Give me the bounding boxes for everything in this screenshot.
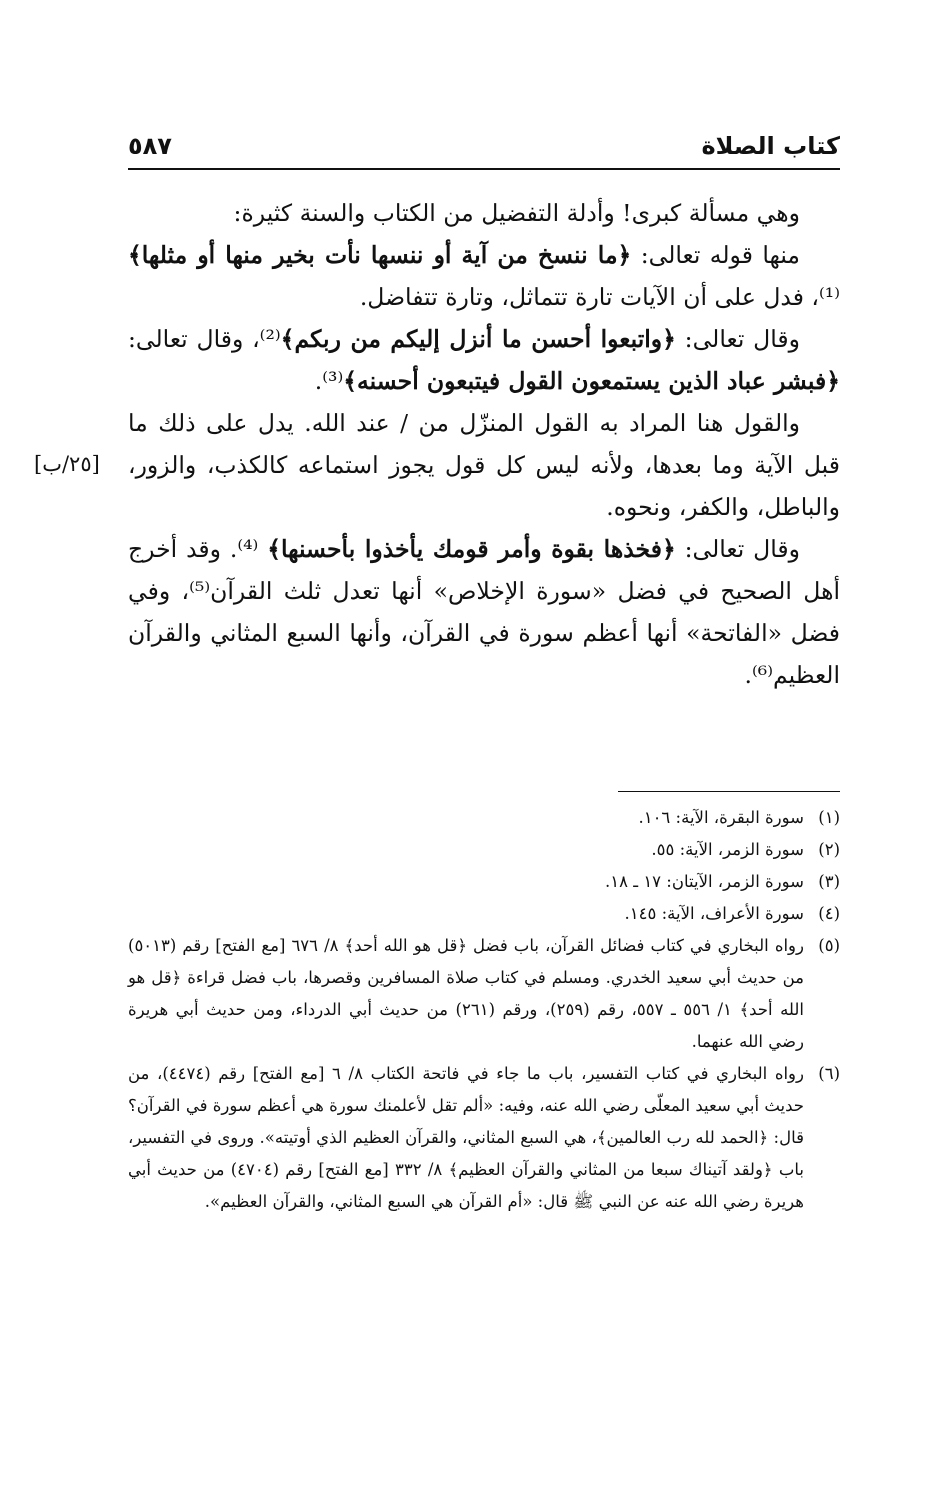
paragraph-5-lead: وقال تعالى: bbox=[675, 535, 800, 563]
footnote-text: رواه البخاري في كتاب فضائل القرآن، باب فضل ﴿قل هو الله أحد﴾ ٨/ ٦٧٦ [مع الفتح] رقم (٥٠١٣) من حديث أبي سعيد الخدري. ومسلم في كتاب صلاة المسافرين وقصرها، باب فضل قراءة ﴿قل هو الله أحد﴾ ١/ ٥٥٦ ـ ٥٥٧، رقم (٢٥٩)، ورقم (٢٦١) من حديث أبي الدرداء، ومن حديث أبي هريرة رضي الله عنهما. bbox=[128, 936, 805, 1051]
footnote-text: سورة البقرة، الآية: ١٠٦. bbox=[638, 808, 804, 827]
quran-verse-3: ﴿فبشر عباد الذين يستمعون القول فيتبعون أحسنه﴾ bbox=[343, 367, 840, 395]
paragraph-5 bbox=[128, 528, 840, 696]
paragraph-1: وهي مسألة كبرى! وأدلة التفضيل من الكتاب والسنة كثيرة: bbox=[233, 199, 800, 227]
paragraph-3-lead: وقال تعالى: bbox=[675, 325, 800, 353]
footnote-number: (٢) bbox=[818, 840, 840, 859]
footnote bbox=[128, 866, 840, 898]
book-title: كتاب الصلاة bbox=[701, 132, 840, 160]
paragraph-5-tail: ⁽⁴⁾. وقد أخرج أهل الصحيح في فضل «سورة الإخلاص» أنها تعدل ثلث القرآن⁽⁵⁾، وفي فضل «الفاتحة» أنها أعظم سورة في القرآن، وأنها السبع المثاني والقرآن العظيم⁽⁶⁾. bbox=[128, 535, 840, 689]
footnote-text: رواه البخاري في كتاب التفسير، باب ما جاء في فاتحة الكتاب ٨/ ٦ [مع الفتح] رقم (٤٤٧٤)، من حديث أبي سعيد المعلّى رضي الله عنه، وفيه: «ألم تقل لأعلمنك سورة هي أعظم سورة في القرآن؟ قال: ﴿الحمد لله رب العالمين﴾، هي السبع المثاني، والقرآن العظيم الذي أوتيته». وروى في التفسير، باب ﴿ولقد آتيناك سبعا من المثاني والقرآن العظيم﴾ ٨/ ٣٣٢ [مع الفتح] رقم (٤٧٠٤) من حديث أبي هريرة رضي الله عنه عن النبي ﷺ قال: «أم القرآن هي السبع المثاني، والقرآن العظيم». bbox=[128, 1064, 804, 1211]
paragraph-3 bbox=[128, 318, 840, 402]
paragraph-2 bbox=[128, 234, 840, 318]
footnote bbox=[128, 898, 840, 930]
main-text bbox=[128, 192, 840, 696]
footnote-text: سورة الزمر، الآية: ٥٥. bbox=[651, 840, 804, 859]
footnote-text: سورة الزمر، الآيتان: ١٧ ـ ١٨. bbox=[605, 872, 804, 891]
footnote-number: (٦) bbox=[818, 1064, 840, 1083]
folio-marginal-reference: [٢٥/ب] bbox=[34, 452, 100, 476]
footnotes bbox=[128, 802, 840, 1218]
footnote bbox=[128, 930, 840, 1058]
paragraph-4: والقول هنا المراد به القول المنزّل من / عند الله. يدل على ذلك ما قبل الآية وما بعدها، ولأنه ليس كل قول يجوز استماعه كالكذب، والزور، والباطل، والكفر، ونحوه. bbox=[128, 409, 840, 521]
footnote bbox=[128, 1058, 840, 1218]
paragraph-2-lead: منها قوله تعالى: bbox=[631, 241, 800, 269]
quran-verse-2: ﴿واتبعوا أحسن ما أنزل إليكم من ربكم﴾ bbox=[280, 325, 676, 353]
quran-verse-4: ﴿فخذها بقوة وأمر قومك يأخذوا بأحسنها﴾ bbox=[267, 535, 676, 563]
footnote-number: (٤) bbox=[818, 904, 840, 923]
running-header bbox=[128, 132, 840, 172]
footnote bbox=[128, 834, 840, 866]
footnote-text: سورة الأعراف، الآية: ١٤٥. bbox=[624, 904, 804, 923]
quran-verse-1: ﴿ما ننسخ من آية أو ننسها نأت بخير منها أو مثلها﴾ bbox=[128, 241, 632, 269]
paragraph-3-mid: ⁽²⁾، وقال تعالى: bbox=[128, 325, 281, 353]
page-number: ٥٨٧ bbox=[128, 132, 172, 160]
header-rule bbox=[128, 168, 840, 170]
paragraph-2-tail: ⁽¹⁾، فدل على أن الآيات تارة تتماثل، وتارة تتفاضل. bbox=[359, 283, 840, 311]
footnote-number: (٣) bbox=[818, 872, 840, 891]
footnote-rule bbox=[618, 791, 840, 792]
paragraph-3-tail: ⁽³⁾. bbox=[314, 367, 344, 395]
footnote bbox=[128, 802, 840, 834]
footnote-number: (١) bbox=[818, 808, 840, 827]
footnote-number: (٥) bbox=[818, 936, 840, 955]
